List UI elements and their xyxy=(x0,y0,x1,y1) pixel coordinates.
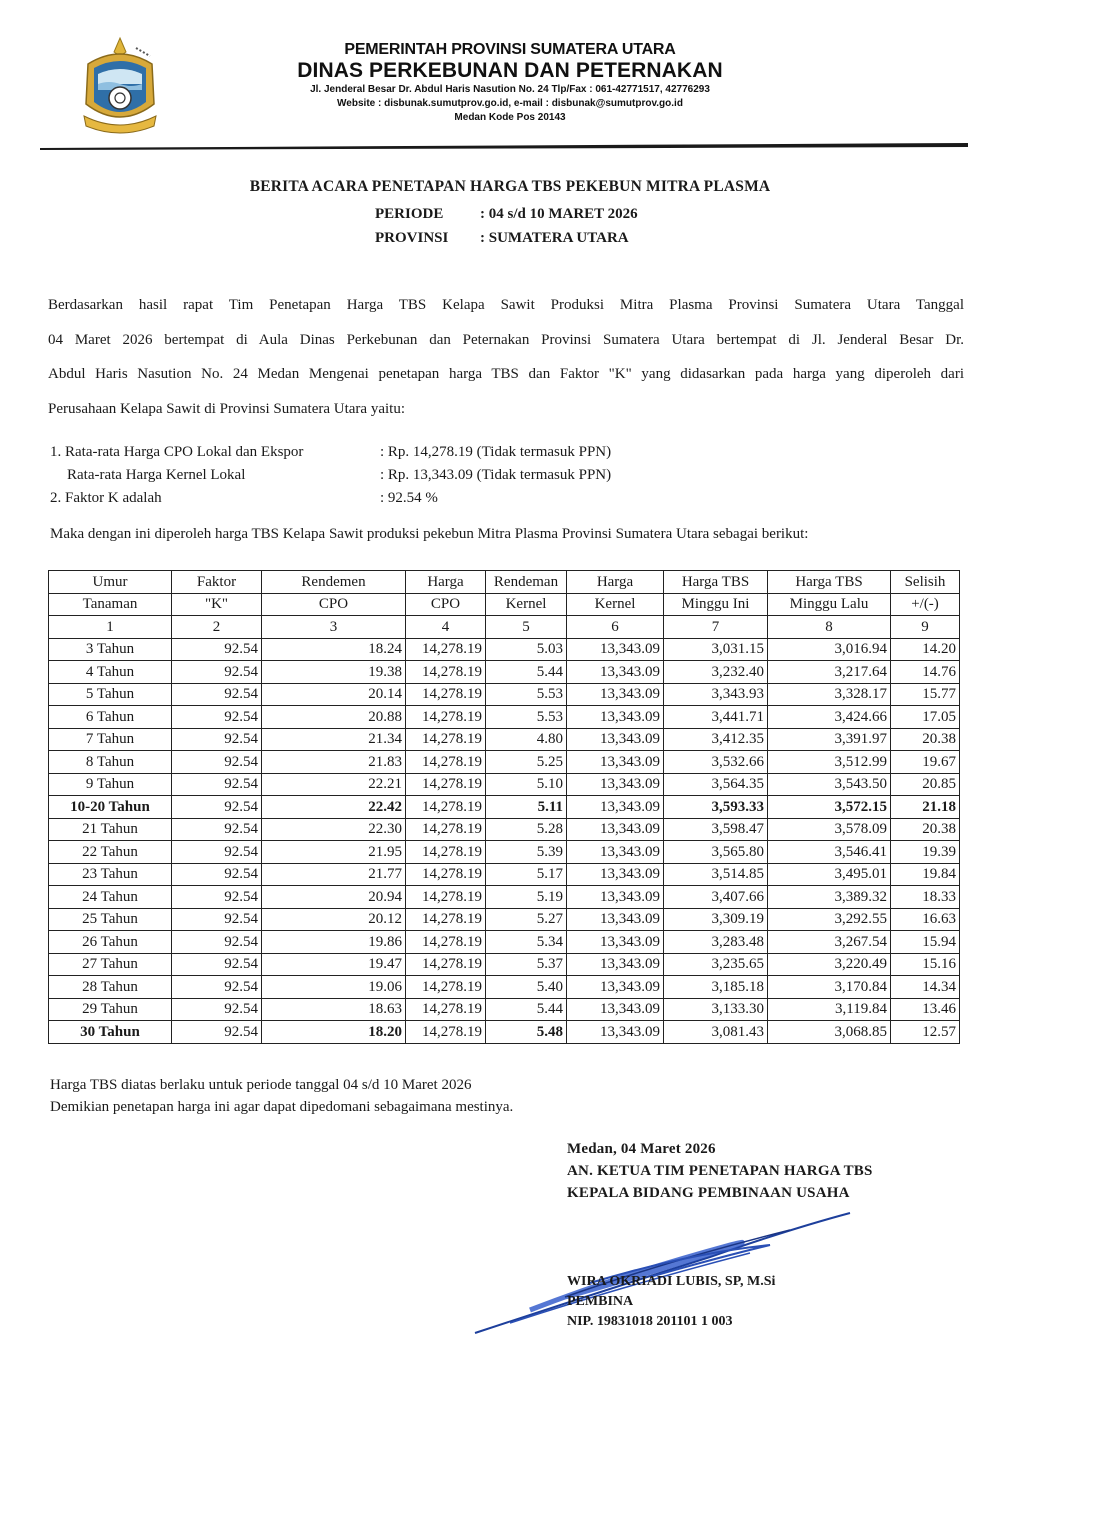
value-cell: 20.14 xyxy=(262,683,406,706)
fact-k-factor xyxy=(50,487,611,510)
value-cell: 3,543.50 xyxy=(768,773,891,796)
value-cell: 3,495.01 xyxy=(768,863,891,886)
value-cell: 15.16 xyxy=(891,953,960,976)
table-row xyxy=(49,818,960,841)
value-cell: 3,119.84 xyxy=(768,998,891,1021)
value-cell: 20.12 xyxy=(262,908,406,931)
letterhead xyxy=(40,28,970,152)
value-cell: 5.11 xyxy=(486,796,567,819)
agency-name: DINAS PERKEBUNAN DAN PETERNAKAN xyxy=(297,59,723,82)
document-title-block xyxy=(200,178,820,196)
validity-note: Harga TBS diatas berlaku untuk periode tanggal 04 s/d 10 Maret 2026 xyxy=(50,1077,472,1093)
value-cell: 20.88 xyxy=(262,706,406,729)
header-cell: Rendeman xyxy=(486,571,567,594)
value-cell: 3,309.19 xyxy=(664,908,768,931)
province-label: PROVINSI xyxy=(375,230,449,246)
table-row xyxy=(49,886,960,909)
value-cell: 3,598.47 xyxy=(664,818,768,841)
fact-value: : 92.54 % xyxy=(380,490,438,506)
column-number: 4 xyxy=(406,616,486,639)
value-cell: 3,389.32 xyxy=(768,886,891,909)
value-cell: 21.34 xyxy=(262,728,406,751)
value-cell: 92.54 xyxy=(172,931,262,954)
value-cell: 14,278.19 xyxy=(406,796,486,819)
value-cell: 18.20 xyxy=(262,1021,406,1044)
column-number: 6 xyxy=(567,616,664,639)
period-value: : 04 s/d 10 MARET 2026 xyxy=(480,206,638,222)
value-cell: 5.40 xyxy=(486,976,567,999)
column-number: 9 xyxy=(891,616,960,639)
value-cell: 3,220.49 xyxy=(768,953,891,976)
value-cell: 13,343.09 xyxy=(567,841,664,864)
fact-value: : Rp. 14,278.19 (Tidak termasuk PPN) xyxy=(380,444,612,460)
value-cell: 19.86 xyxy=(262,931,406,954)
age-cell: 26 Tahun xyxy=(49,931,172,954)
table-row xyxy=(49,931,960,954)
age-cell: 22 Tahun xyxy=(49,841,172,864)
agency-website: Website : disbunak.sumutprov.go.id, e-mail : disbunak@sumutprov.go.id xyxy=(337,98,683,109)
value-cell: 13,343.09 xyxy=(567,796,664,819)
signer-rank: PEMBINA xyxy=(567,1294,634,1309)
closing-notes xyxy=(50,1074,513,1118)
place-date: Medan, 04 Maret 2026 xyxy=(567,1141,716,1157)
value-cell: 3,514.85 xyxy=(664,863,768,886)
age-cell: 25 Tahun xyxy=(49,908,172,931)
value-cell: 3,532.66 xyxy=(664,751,768,774)
value-cell: 18.63 xyxy=(262,998,406,1021)
value-cell: 14,278.19 xyxy=(406,1021,486,1044)
province-row xyxy=(375,230,629,247)
fact-label: 1. Rata-rata Harga CPO Lokal dan Ekspor xyxy=(50,444,304,460)
value-cell: 20.94 xyxy=(262,886,406,909)
value-cell: 3,235.65 xyxy=(664,953,768,976)
age-cell: 7 Tahun xyxy=(49,728,172,751)
value-cell: 13,343.09 xyxy=(567,751,664,774)
value-cell: 21.83 xyxy=(262,751,406,774)
age-cell: 10-20 Tahun xyxy=(49,796,172,819)
value-cell: 13,343.09 xyxy=(567,976,664,999)
value-cell: 5.17 xyxy=(486,863,567,886)
fact-value: : Rp. 13,343.09 (Tidak termasuk PPN) xyxy=(380,467,612,483)
value-cell: 13,343.09 xyxy=(567,683,664,706)
table-row xyxy=(49,751,960,774)
fact-cpo xyxy=(50,441,611,464)
value-cell: 19.47 xyxy=(262,953,406,976)
value-cell: 92.54 xyxy=(172,796,262,819)
value-cell: 13,343.09 xyxy=(567,953,664,976)
value-cell: 13,343.09 xyxy=(567,1021,664,1044)
value-cell: 22.21 xyxy=(262,773,406,796)
intro-line: Abdul Haris Nasution No. 24 Medan Mengenai penetapan harga TBS dan Faktor "K" yang didasarkan pada harga yang diperoleh dari xyxy=(48,366,964,382)
age-cell: 6 Tahun xyxy=(49,706,172,729)
header-cell: Minggu Ini xyxy=(664,593,768,616)
value-cell: 14,278.19 xyxy=(406,751,486,774)
header-cell: Rendemen xyxy=(262,571,406,594)
header-row-numbers xyxy=(49,616,960,639)
value-cell: 3,564.35 xyxy=(664,773,768,796)
table-row xyxy=(49,976,960,999)
table-row xyxy=(49,998,960,1021)
value-cell: 3,068.85 xyxy=(768,1021,891,1044)
value-cell: 3,424.66 xyxy=(768,706,891,729)
age-cell: 27 Tahun xyxy=(49,953,172,976)
header-row-1 xyxy=(49,571,960,594)
value-cell: 20.85 xyxy=(891,773,960,796)
value-cell: 12.57 xyxy=(891,1021,960,1044)
age-cell: 23 Tahun xyxy=(49,863,172,886)
value-cell: 3,578.09 xyxy=(768,818,891,841)
column-number: 7 xyxy=(664,616,768,639)
age-cell: 24 Tahun xyxy=(49,886,172,909)
value-cell: 18.33 xyxy=(891,886,960,909)
value-cell: 13,343.09 xyxy=(567,638,664,661)
value-cell: 3,133.30 xyxy=(664,998,768,1021)
table-row xyxy=(49,953,960,976)
table-row xyxy=(49,638,960,661)
value-cell: 92.54 xyxy=(172,751,262,774)
signer-name: WIRA OKRIADI LUBIS, SP, M.Si xyxy=(567,1274,776,1289)
value-cell: 5.34 xyxy=(486,931,567,954)
value-cell: 5.44 xyxy=(486,661,567,684)
fact-label: Rata-rata Harga Kernel Lokal xyxy=(67,467,246,483)
value-cell: 4.80 xyxy=(486,728,567,751)
value-cell: 20.38 xyxy=(891,818,960,841)
value-cell: 5.44 xyxy=(486,998,567,1021)
age-cell: 3 Tahun xyxy=(49,638,172,661)
value-cell: 5.39 xyxy=(486,841,567,864)
table-row xyxy=(49,841,960,864)
tbs-price-table xyxy=(48,570,960,1044)
header-cell: Harga xyxy=(406,571,486,594)
value-cell: 5.53 xyxy=(486,706,567,729)
table-row xyxy=(49,863,960,886)
value-cell: 5.37 xyxy=(486,953,567,976)
value-cell: 92.54 xyxy=(172,998,262,1021)
value-cell: 3,170.84 xyxy=(768,976,891,999)
value-cell: 3,343.93 xyxy=(664,683,768,706)
value-cell: 19.38 xyxy=(262,661,406,684)
column-number: 3 xyxy=(262,616,406,639)
table-body xyxy=(49,638,960,1043)
value-cell: 14,278.19 xyxy=(406,998,486,1021)
value-cell: 5.25 xyxy=(486,751,567,774)
value-cell: 92.54 xyxy=(172,908,262,931)
age-cell: 28 Tahun xyxy=(49,976,172,999)
intro-line: Perusahaan Kelapa Sawit di Provinsi Sumatera Utara yaitu: xyxy=(48,400,405,417)
value-cell: 3,565.80 xyxy=(664,841,768,864)
signer-role-2: KEPALA BIDANG PEMBINAAN USAHA xyxy=(567,1185,850,1201)
header-cell: Selisih xyxy=(891,571,960,594)
value-cell: 3,593.33 xyxy=(664,796,768,819)
period-row xyxy=(375,206,638,223)
value-cell: 22.42 xyxy=(262,796,406,819)
value-cell: 3,441.71 xyxy=(664,706,768,729)
value-cell: 14,278.19 xyxy=(406,773,486,796)
document-title: BERITA ACARA PENETAPAN HARGA TBS PEKEBUN MITRA PLASMA xyxy=(249,178,771,195)
period-label: PERIODE xyxy=(375,206,444,222)
header-cell: Minggu Lalu xyxy=(768,593,891,616)
value-cell: 92.54 xyxy=(172,773,262,796)
header-cell: Kernel xyxy=(486,593,567,616)
signer-block xyxy=(567,1272,775,1332)
value-cell: 13,343.09 xyxy=(567,706,664,729)
value-cell: 19.67 xyxy=(891,751,960,774)
table-row xyxy=(49,796,960,819)
value-cell: 3,546.41 xyxy=(768,841,891,864)
age-cell: 30 Tahun xyxy=(49,1021,172,1044)
value-cell: 5.27 xyxy=(486,908,567,931)
value-cell: 21.77 xyxy=(262,863,406,886)
value-cell: 19.39 xyxy=(891,841,960,864)
signer-role-1: AN. KETUA TIM PENETAPAN HARGA TBS xyxy=(567,1163,873,1179)
value-cell: 13,343.09 xyxy=(567,863,664,886)
header-cell: Faktor xyxy=(172,571,262,594)
header-cell: Kernel xyxy=(567,593,664,616)
value-cell: 3,016.94 xyxy=(768,638,891,661)
age-cell: 4 Tahun xyxy=(49,661,172,684)
header-cell: Harga xyxy=(567,571,664,594)
value-cell: 92.54 xyxy=(172,706,262,729)
value-cell: 20.38 xyxy=(891,728,960,751)
signature-heading xyxy=(567,1138,873,1204)
value-cell: 14,278.19 xyxy=(406,661,486,684)
value-cell: 13,343.09 xyxy=(567,908,664,931)
value-cell: 92.54 xyxy=(172,818,262,841)
value-cell: 19.84 xyxy=(891,863,960,886)
intro-line: 04 Maret 2026 bertempat di Aula Dinas Perkebunan dan Peternakan Provinsi Sumatera Utara bertempat di Jl. Jenderal Besar Dr. xyxy=(48,331,964,348)
value-cell: 3,217.64 xyxy=(768,661,891,684)
table-row xyxy=(49,661,960,684)
value-cell: 13,343.09 xyxy=(567,773,664,796)
value-cell: 13,343.09 xyxy=(567,998,664,1021)
value-cell: 14,278.19 xyxy=(406,908,486,931)
value-cell: 13.46 xyxy=(891,998,960,1021)
value-cell: 14,278.19 xyxy=(406,818,486,841)
provincial-emblem-icon xyxy=(76,34,164,138)
value-cell: 92.54 xyxy=(172,1021,262,1044)
agency-postal: Medan Kode Pos 20143 xyxy=(454,112,566,123)
letterhead-divider xyxy=(40,140,968,150)
table-row xyxy=(49,773,960,796)
value-cell: 5.48 xyxy=(486,1021,567,1044)
value-cell: 92.54 xyxy=(172,661,262,684)
value-cell: 3,185.18 xyxy=(664,976,768,999)
value-cell: 14,278.19 xyxy=(406,706,486,729)
header-cell: +/(-) xyxy=(891,593,960,616)
value-cell: 5.53 xyxy=(486,683,567,706)
column-number: 2 xyxy=(172,616,262,639)
value-cell: 14.20 xyxy=(891,638,960,661)
value-cell: 22.30 xyxy=(262,818,406,841)
value-cell: 3,512.99 xyxy=(768,751,891,774)
column-number: 8 xyxy=(768,616,891,639)
value-cell: 3,407.66 xyxy=(664,886,768,909)
table-row xyxy=(49,683,960,706)
header-row-2 xyxy=(49,593,960,616)
table-row xyxy=(49,706,960,729)
government-name: PEMERINTAH PROVINSI SUMATERA UTARA xyxy=(344,41,676,58)
value-cell: 92.54 xyxy=(172,638,262,661)
value-cell: 3,391.97 xyxy=(768,728,891,751)
value-cell: 18.24 xyxy=(262,638,406,661)
value-cell: 92.54 xyxy=(172,953,262,976)
value-cell: 14,278.19 xyxy=(406,841,486,864)
price-facts xyxy=(50,441,611,510)
value-cell: 5.10 xyxy=(486,773,567,796)
value-cell: 5.28 xyxy=(486,818,567,841)
value-cell: 3,283.48 xyxy=(664,931,768,954)
age-cell: 9 Tahun xyxy=(49,773,172,796)
value-cell: 92.54 xyxy=(172,976,262,999)
value-cell: 92.54 xyxy=(172,863,262,886)
value-cell: 3,031.15 xyxy=(664,638,768,661)
value-cell: 19.06 xyxy=(262,976,406,999)
table-intro: Maka dengan ini diperoleh harga TBS Kelapa Sawit produksi pekebun Mitra Plasma Provinsi Sumatera Utara sebagai berikut: xyxy=(50,526,809,542)
value-cell: 92.54 xyxy=(172,683,262,706)
value-cell: 14,278.19 xyxy=(406,886,486,909)
value-cell: 92.54 xyxy=(172,841,262,864)
agency-address: Jl. Jenderal Besar Dr. Abdul Haris Nasution No. 24 Tlp/Fax : 061-42771517, 42776293 xyxy=(310,84,710,95)
value-cell: 21.18 xyxy=(891,796,960,819)
value-cell: 14.34 xyxy=(891,976,960,999)
value-cell: 13,343.09 xyxy=(567,931,664,954)
value-cell: 14,278.19 xyxy=(406,728,486,751)
signer-nip: NIP. 19831018 201101 1 003 xyxy=(567,1314,733,1329)
value-cell: 14,278.19 xyxy=(406,931,486,954)
value-cell: 5.03 xyxy=(486,638,567,661)
header-cell: CPO xyxy=(262,593,406,616)
fact-kernel xyxy=(50,464,611,487)
header-cell: Harga TBS xyxy=(768,571,891,594)
intro-line: Berdasarkan hasil rapat Tim Penetapan Harga TBS Kelapa Sawit Produksi Mitra Plasma Provinsi Sumatera Utara Tanggal xyxy=(48,297,964,313)
age-cell: 21 Tahun xyxy=(49,818,172,841)
value-cell: 3,412.35 xyxy=(664,728,768,751)
intro-paragraph xyxy=(48,288,964,426)
column-number: 1 xyxy=(49,616,172,639)
value-cell: 13,343.09 xyxy=(567,661,664,684)
value-cell: 3,081.43 xyxy=(664,1021,768,1044)
value-cell: 14.76 xyxy=(891,661,960,684)
value-cell: 15.94 xyxy=(891,931,960,954)
value-cell: 13,343.09 xyxy=(567,818,664,841)
value-cell: 3,232.40 xyxy=(664,661,768,684)
age-cell: 8 Tahun xyxy=(49,751,172,774)
age-cell: 29 Tahun xyxy=(49,998,172,1021)
value-cell: 3,572.15 xyxy=(768,796,891,819)
table-row xyxy=(49,728,960,751)
value-cell: 21.95 xyxy=(262,841,406,864)
value-cell: 92.54 xyxy=(172,728,262,751)
value-cell: 92.54 xyxy=(172,886,262,909)
fact-label: 2. Faktor K adalah xyxy=(50,490,162,506)
header-cell: Harga TBS xyxy=(664,571,768,594)
header-cell: Tanaman xyxy=(49,593,172,616)
value-cell: 14,278.19 xyxy=(406,976,486,999)
table-row xyxy=(49,1021,960,1044)
value-cell: 13,343.09 xyxy=(567,886,664,909)
value-cell: 14,278.19 xyxy=(406,683,486,706)
value-cell: 3,328.17 xyxy=(768,683,891,706)
header-cell: Umur xyxy=(49,571,172,594)
table-row xyxy=(49,908,960,931)
value-cell: 14,278.19 xyxy=(406,638,486,661)
column-number: 5 xyxy=(486,616,567,639)
value-cell: 3,267.54 xyxy=(768,931,891,954)
value-cell: 14,278.19 xyxy=(406,863,486,886)
value-cell: 3,292.55 xyxy=(768,908,891,931)
header-cell: "K" xyxy=(172,593,262,616)
header-cell: CPO xyxy=(406,593,486,616)
value-cell: 16.63 xyxy=(891,908,960,931)
value-cell: 13,343.09 xyxy=(567,728,664,751)
closing-statement: Demikian penetapan harga ini agar dapat dipedomani sebagaimana mestinya. xyxy=(50,1099,514,1115)
value-cell: 15.77 xyxy=(891,683,960,706)
value-cell: 17.05 xyxy=(891,706,960,729)
value-cell: 5.19 xyxy=(486,886,567,909)
age-cell: 5 Tahun xyxy=(49,683,172,706)
province-value: : SUMATERA UTARA xyxy=(480,230,629,246)
value-cell: 14,278.19 xyxy=(406,953,486,976)
